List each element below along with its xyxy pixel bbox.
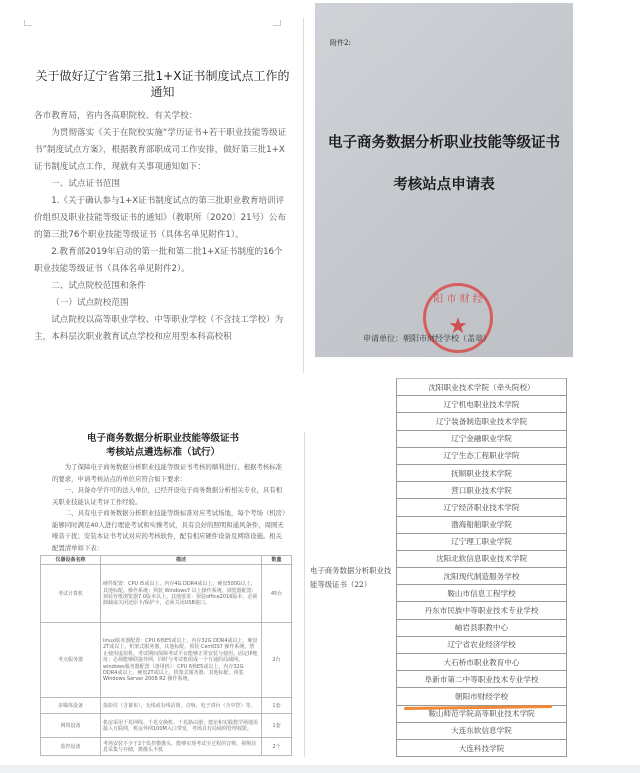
school-row [397,430,567,447]
paragraph: 一、具备办学许可的法人单位，已经开设电子商务数据分析相关专业，具有相关职业技能认证考评工作经验。 [52,486,283,506]
selection-standard-page [22,432,305,757]
paragraph: 各市教育局，省内各高职院校、有关学校： [34,111,198,121]
table-row [41,714,292,738]
cell-qty: 1套 [262,698,292,714]
cell-name: 网络设备 [41,714,101,738]
school-row [397,482,567,499]
cell-qty: 2台 [262,623,292,698]
school-name: 鞍山市信息工程学校 [397,585,567,602]
certificate-label: 电子商务数据分析职业技能等级证书（22） [310,566,392,589]
cell-desc: 机房采用千兆网线、千兆交换机、千兆路由器；建论和实践教学场地需接入互联网，机房外网100M入口带宽，考场具有局域网管理权限。 [101,714,262,738]
column-header: 仪器设备名称 [41,556,101,565]
school-row [397,722,567,739]
table-row [41,738,292,756]
cell-desc: 考场安装不少于2个监控摄像头，能够实现考试全过程的音频、视频信息采集与存储，摄像头不低 [101,738,262,756]
school-name: 辽宁装备制造职业技术学院 [397,413,567,430]
cell-name: 监控设备 [41,738,101,756]
school-row [397,619,567,636]
school-name: 丹东市民族中等职业技术专业学校 [397,602,567,619]
school-row [397,533,567,550]
cover-subtitle: 考核站点申请表 [393,176,495,193]
bottom-strip [0,765,640,773]
standard-subtitle: 考核站点遴选标准（试行） [105,447,220,458]
applicant-line: 申请单位：朝阳市财经学校（盖章） [363,334,491,343]
school-row [397,654,567,671]
application-cover-photo [315,3,573,357]
paragraph: 二、具有电子商务数据分析职业技能等级标准对应考试场地，每个考场（机房）能够同时满足40人进行理论考试和实操考试，具有良好的照明和通风条件，周围无噪音干扰；安装本证书考试对应的考核软件，配有相应硬件设备及网络设施。相关配置清单如下表： [52,509,286,552]
paragraph: 1.《关于确认参与1+X证书制度试点的第三批职业教育培训评价组织及职业技能等级证书的通知》（教职所〔2020〕21号）公布的第三批76个职业技能等级证书（具体名单见附件1）。 [34,196,286,240]
cover-title: 电子商务数据分析职业技能等级证书 [328,134,560,151]
school-row [397,413,567,430]
cell-desc: linux服务器配置：CPU 6核E5或以上，内存32G DDR4或以上，硬盘2T或以上，机架式服务器，其他标配。预装 CentOS7 操作系统。禁止使用虚拟机。考试期间保障考试平台能够正常安装与使用。固定IP地址：必须能够联接外网，同时与考试机组成一个互通的局域网。windows服务器配置（备用机）：CPU 6核E5或以上，内存32G DDR4或以上，硬盘2T或以上，机架式服务器，其他标配。预装 Windows Server 2008 R2 操作系统。 [101,623,262,698]
school-row [397,516,567,533]
school-row [397,671,567,688]
table-row [41,698,292,714]
cell-desc: 硬件配置：CPU i5或以上，内存4G DDR4或以上，硬盘500G以上，其他标配。操作系统：预装 Windows7 以上操作系统。浏览器配置：预装谷歌浏览器7.0版本以上。其他要求：预装office2016版本，必须卸载或关闭还原卡/保护卡，必须关闭USB接口。 [101,565,262,623]
school-row [397,499,567,516]
school-row [397,396,567,413]
standard-title: 电子商务数据分析职业技能等级证书 [86,433,239,444]
paragraph: 为贯彻落实《关于在院校实施“学历证书+若干职业技能等级证书”制度试点方案》，根据教育部职成司工作安排，做好第三批1+X证书制度试点工作，现就有关事项通知如下： [34,128,287,172]
school-name: 辽宁省农业经济学校 [397,636,567,653]
paragraph: 一、试点证书范围 [51,179,120,189]
notice-body [22,100,303,346]
school-row [397,688,567,705]
paragraph: 试点院校以高等职业学校、中等职业学校（不含技工学校）为主，本科层次职业教育试点学校和应用型本科高校积 [34,315,284,342]
school-name: 沈阳北软信息职业技术学院 [397,550,567,567]
cell-qty: 1套 [262,714,292,738]
school-name: 阜新市第二中等职业技术专业学校 [397,671,567,688]
school-row [397,602,567,619]
cell-qty: 2个 [262,738,292,756]
table-row [41,565,292,623]
column-header: 描述 [101,556,262,565]
school-name: 沈阳现代制造服务学校 [397,568,567,585]
equipment-table [40,555,292,756]
school-row [397,739,567,756]
paragraph: （一）试点院校范围 [51,298,129,308]
paragraph: 2.教育部2019年启动的第一批和第二批1+X证书制度的16个职业技能等级证书（具体名单见附件2）。 [34,247,283,274]
school-name: 沈阳职业技术学院（牵头院校） [397,379,567,396]
school-name: 抚顺职业技术学院 [397,464,567,481]
school-row [397,550,567,567]
school-name: 大石桥市职业教育中心 [397,654,567,671]
school-name: 辽宁生态工程职业学院 [397,447,567,464]
standard-body [22,460,304,554]
school-row [397,568,567,585]
paragraph: 二、试点院校范围和条件 [51,281,146,291]
school-name: 辽宁金融职业学院 [397,430,567,447]
school-name: 朝阳市财经学校 [397,688,567,705]
notice-title: 关于做好辽宁省第三批1+X证书制度试点工作的通知 [35,69,290,99]
school-table [396,378,567,757]
cell-name: 多媒体设备 [41,698,101,714]
school-row [397,464,567,481]
paragraph: 为了保障电子商务数据分析职业技能等级证书考核的顺利进行，根据考核标准的要求，申请考核站点的单位应符合如下要求： [52,463,283,483]
school-name: 大连科技学院 [397,739,567,756]
column-header: 数量 [262,556,292,565]
cell-name: 考试计算机 [41,565,101,623]
school-name: 辽宁机电职业技术学院 [397,396,567,413]
cell-name: 考点服务器 [41,623,101,698]
school-name: 营口职业技术学院 [397,482,567,499]
attachment-label: 附件2: [330,39,351,47]
school-name: 大连东软信息学院 [397,722,567,739]
school-row [397,636,567,653]
school-list-page [310,378,572,760]
notice-page [22,18,304,373]
table-row [41,623,292,698]
cell-qty: 45台 [262,565,292,623]
cell-desc: 投影仪（含幕布），无线或有线话筒，音响，电子讲台（含中控）等。 [101,698,262,714]
official-seal: 阳 市 财 经 ★ [423,283,493,353]
school-row [397,379,567,396]
page-corner-mark [24,20,32,26]
school-row [397,585,567,602]
school-name: 渤海船舶职业学院 [397,516,567,533]
school-name: 辽宁理工职业学院 [397,533,567,550]
school-name: 岫岩县职教中心 [397,619,567,636]
school-name: 辽宁经济职业技术学院 [397,499,567,516]
page-corner-mark [273,20,281,26]
school-name: 鞍山师范学院高等职业技术学院 [397,705,567,722]
school-row [397,447,567,464]
